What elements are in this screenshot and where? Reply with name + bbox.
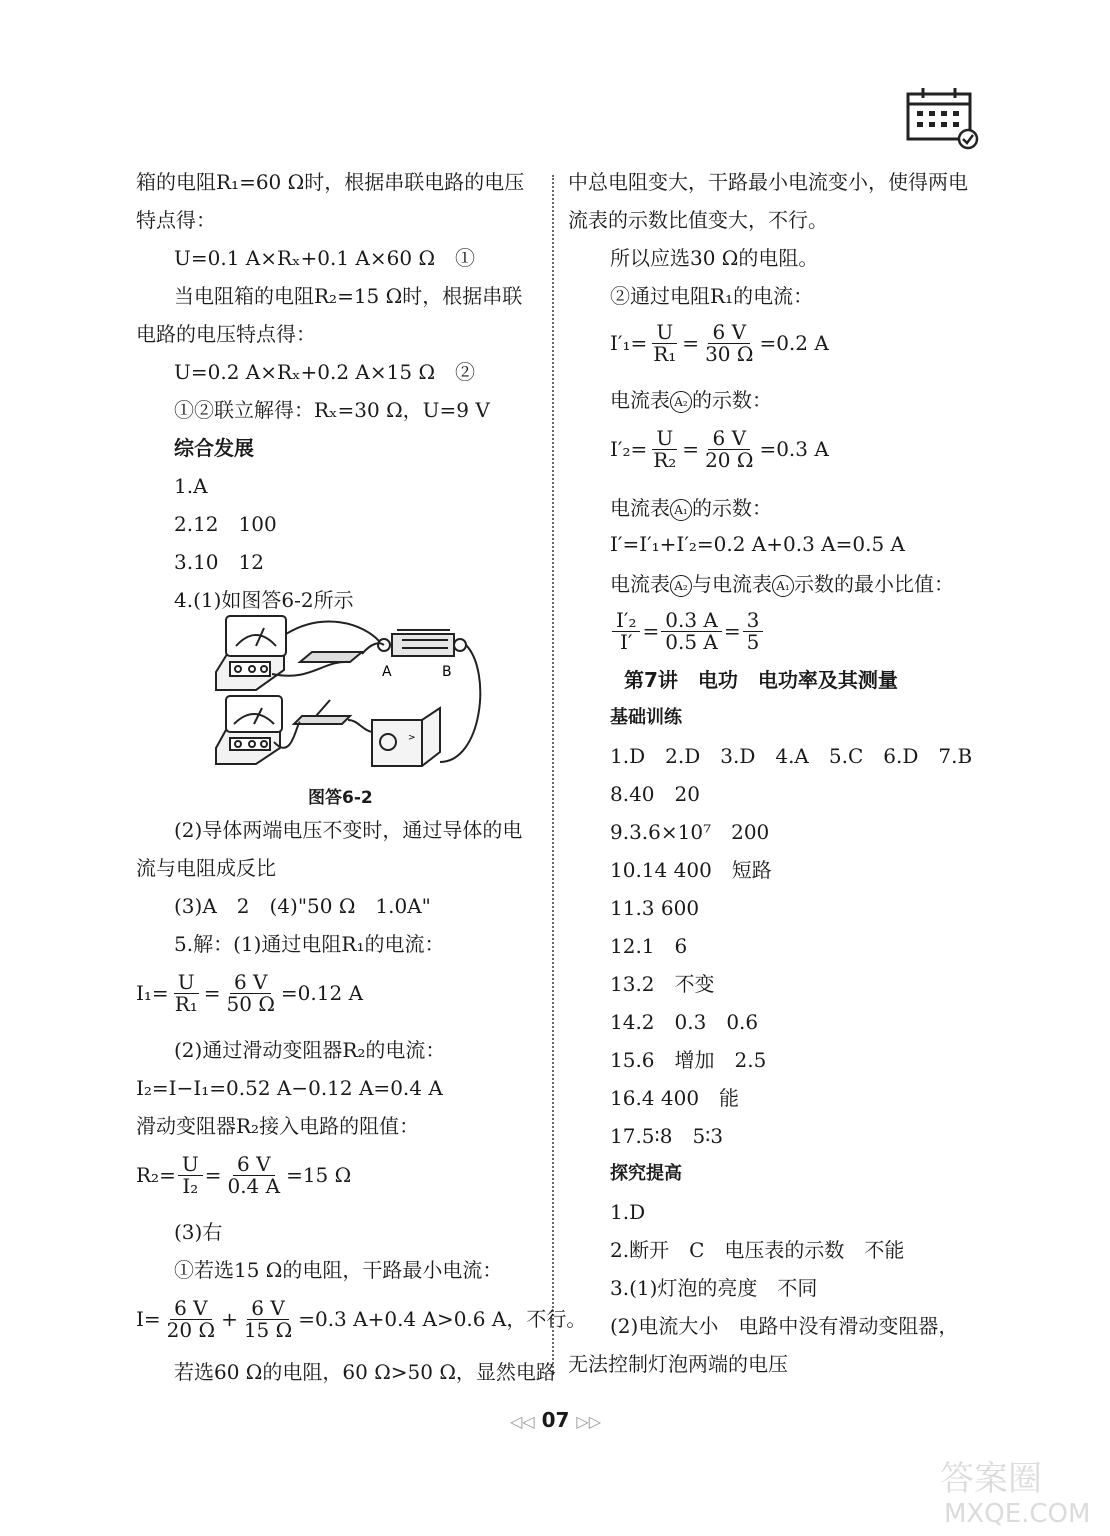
formula-i2-prime: I′₂= $\frac{U}{\text{R₂}}$ = $\frac{6 V}{20 \Omega}$ =0.3 A (610, 425, 829, 472)
answer-line: 9.3.6×10⁷ 200 (610, 820, 770, 844)
fraction: $\frac{6 V}{50 \Omega}$ (226, 969, 275, 1016)
fraction: $\frac{6 V}{15 \Omega}$ (243, 1295, 293, 1342)
fraction: $\frac{6 V}{20 \Omega}$ (166, 1295, 216, 1342)
solution-line: ①②联立解得：Rₓ=30 Ω，U=9 V (174, 398, 490, 422)
ammeter-symbol: A₁ (772, 575, 794, 597)
fraction: $\frac{\text{I′₂}}{I'}$ (612, 610, 640, 653)
fraction: $\frac{3}{5}$ (743, 610, 764, 653)
fraction: $\frac{U}{\text{R₁}}$ (174, 969, 198, 1016)
equation-1: U=0.1 A×Rₓ+0.1 A×60 Ω ① (174, 246, 476, 270)
svg-text:答案圈: 答案圈 (940, 1459, 1042, 1499)
answer-line: 4.(1)如图答6-2所示 (174, 588, 354, 612)
svg-text:A: A (382, 664, 392, 680)
formula-i2: I₂=I−I₁=0.52 A−0.12 A=0.4 A (136, 1076, 443, 1100)
answer-line: 2.12 100 (174, 512, 277, 536)
answer-line: 3.10 12 (174, 550, 264, 574)
formula-i: I= $\frac{6 V}{20 \Omega}$ + $\frac{6 V}{15 \Omega}$ =0.3 A+0.4 A>0.6 A，不行。 (136, 1295, 587, 1342)
answer-line: 10.14 400 短路 (610, 858, 772, 882)
fraction: $\frac{U}{\text{I₂}}$ (178, 1154, 203, 1197)
text-line: 电路的电压特点得： (136, 322, 316, 346)
column-divider (552, 175, 558, 1375)
text-line: 特点得： (136, 208, 216, 232)
formula-r2: R₂= $\frac{U}{\text{I₂}}$ = $\frac{6 V}{0.4 A}$ =15 Ω (136, 1151, 352, 1198)
right-arrow-icon: ▷▷ (576, 1412, 601, 1431)
answer-line: 5.解：(1)通过电阻R₁的电流： (174, 932, 445, 956)
text-line: 电流表 A₂ 与电流表 A₁ 示数的最小比值： (610, 572, 954, 596)
svg-text:MXQE.COM: MXQE.COM (944, 1499, 1091, 1529)
text-line: 电流表 A₂ 的示数： (610, 388, 772, 412)
fraction: $\frac{6 V}{30 \Omega}$ (705, 319, 754, 366)
fraction: $\frac{6 V}{0.4 A}$ (227, 1151, 281, 1198)
section-heading: 探究提高 (610, 1163, 682, 1184)
text-line: 电流表 A₁ 的示数： (610, 496, 772, 520)
text-line: 箱的电阻R₁=60 Ω时，根据串联电路的电压 (136, 170, 525, 194)
fraction: $\frac{6 V}{20 \Omega}$ (705, 425, 754, 472)
answer-line: (3)A 2 (4)"50 Ω 1.0A" (174, 894, 431, 918)
answer-line: 1.A (174, 474, 208, 498)
answer-line: 13.2 不变 (610, 972, 715, 996)
answer-line: 8.40 20 (610, 782, 700, 806)
answer-line: (2)通过滑动变阻器R₂的电流： (174, 1038, 446, 1062)
calendar-icon (905, 86, 980, 151)
left-arrow-icon: ◁◁ (510, 1412, 535, 1431)
formula-ratio: $\frac{\text{I′₂}}{I'}$ = $\frac{0.3 A}{0.5 A}$ = $\frac{3}{5}$ (610, 601, 765, 661)
answer-line: 流与电阻成反比 (136, 856, 276, 880)
text-line: 流表的示数比值变大，不行。 (568, 208, 828, 232)
answer-line: (2)电流大小 电路中没有滑动变阻器， (610, 1314, 959, 1338)
answer-line: 11.3 600 (610, 896, 700, 920)
answer-line: 无法控制灯泡两端的电压 (568, 1352, 788, 1376)
formula-i1-prime: I′₁= $\frac{U}{\text{R₁}}$ = $\frac{6 V}{30 \Omega}$ =0.2 A (610, 319, 829, 366)
answer-line: 15.6 增加 2.5 (610, 1048, 767, 1072)
text-line: 当电阻箱的电阻R₂=15 Ω时，根据串联 (174, 284, 523, 308)
answer-line: 16.4 400 能 (610, 1086, 740, 1110)
page-number: ◁◁ 07 ▷▷ (510, 1408, 601, 1432)
formula-i1: I₁= $\frac{U}{\text{R₁}}$ = $\frac{6 V}{50 \Omega}$ =0.12 A (136, 969, 364, 1016)
answer-line: 1.D 2.D 3.D 4.A 5.C 6.D 7.B (610, 744, 973, 768)
ammeter-symbol: A₂ (670, 391, 692, 413)
answer-line: 17.5∶8 5∶3 (610, 1124, 724, 1148)
answer-line: 2.断开 C 电压表的示数 不能 (610, 1238, 905, 1262)
answer-line: (3)右 (174, 1220, 223, 1244)
answer-line: (2)导体两端电压不变时，通过导体的电 (174, 818, 523, 842)
answer-line: 滑动变阻器R₂接入电路的阻值： (136, 1114, 420, 1138)
answer-line: 1.D (610, 1200, 646, 1224)
answer-line: 3.(1)灯泡的亮度 不同 (610, 1276, 818, 1300)
text-line: 中总电阻变大，干路最小电流变小，使得两电 (568, 170, 968, 194)
fraction: $\frac{0.3 A}{0.5 A}$ (661, 610, 722, 653)
ammeter-symbol: A₁ (670, 499, 692, 521)
answer-line: 14.2 0.3 0.6 (610, 1010, 759, 1034)
formula-i-prime: I′=I′₁+I′₂=0.2 A+0.3 A=0.5 A (610, 532, 905, 556)
equation-2: U=0.2 A×Rₓ+0.2 A×15 Ω ② (174, 360, 476, 384)
fraction: $\frac{U}{\text{R₁}}$ (653, 319, 677, 366)
circuit-figure (212, 612, 482, 777)
svg-text:>: > (408, 733, 416, 743)
answer-line: 若选60 Ω的电阻，60 Ω>50 Ω，显然电路 (174, 1360, 556, 1384)
section-heading: 基础训练 (610, 707, 682, 728)
ammeter-symbol: A₂ (670, 575, 692, 597)
answer-line: 12.1 6 (610, 934, 688, 958)
text-line: 所以应选30 Ω的电阻。 (610, 246, 819, 270)
section-heading: 综合发展 (174, 436, 254, 460)
fraction: $\frac{U}{\text{R₂}}$ (653, 425, 677, 472)
chapter-title: 第7讲 电功 电功率及其测量 (624, 668, 898, 692)
svg-text:B: B (442, 664, 452, 680)
answer-line: ①若选15 Ω的电阻，干路最小电流： (174, 1258, 503, 1282)
figure-caption: 图答6-2 (308, 788, 373, 808)
watermark-logo (930, 1450, 1100, 1530)
text-line: ②通过电阻R₁的电流： (610, 284, 814, 308)
